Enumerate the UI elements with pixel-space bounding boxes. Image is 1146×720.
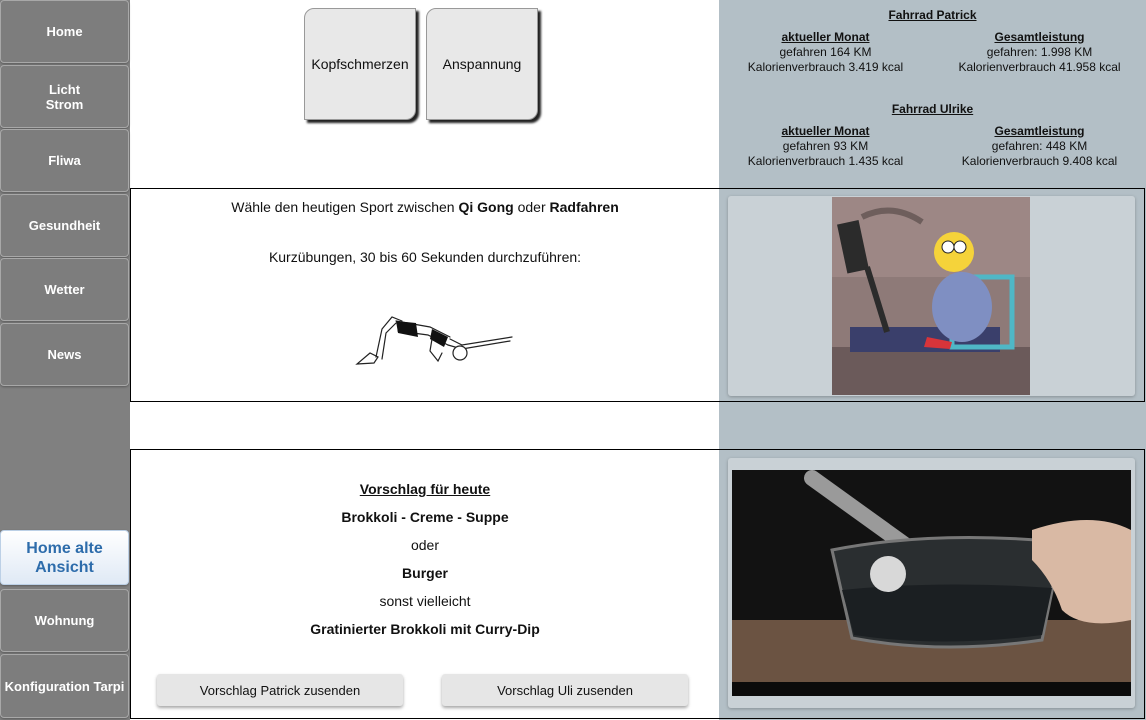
headache-label: Kopfschmerzen	[311, 56, 409, 72]
nav-licht-strom-button[interactable]	[0, 65, 129, 128]
sport-content	[131, 189, 719, 401]
sport-option-qigong: Qi Gong	[458, 199, 514, 215]
sport-intro	[131, 199, 719, 215]
food-else: sonst vielleicht	[379, 593, 471, 609]
nav-wetter-button[interactable]	[0, 258, 129, 321]
send-patrick-button[interactable]	[157, 674, 403, 706]
food-video-image	[732, 470, 1131, 696]
nav-home-button[interactable]	[0, 0, 129, 63]
food-or: oder	[410, 537, 440, 553]
sidebar	[0, 0, 130, 720]
bike-title-patrick: Fahrrad Patrick	[888, 8, 977, 22]
food-dish-2: Burger	[402, 565, 448, 581]
homer-bike-image	[832, 197, 1030, 395]
nav-konfiguration-button[interactable]	[0, 654, 129, 718]
bike-total-patrick	[933, 30, 1146, 75]
tension-button[interactable]	[426, 8, 538, 120]
nav-fliwa-button[interactable]	[0, 129, 129, 192]
sport-image-card	[728, 196, 1135, 396]
total-heading: Gesamtleistung	[994, 30, 1085, 44]
send-patrick-label: Vorschlag Patrick zusenden	[199, 682, 361, 698]
total-kcal: Kalorienverbrauch 41.958 kcal	[958, 60, 1121, 74]
sport-option-radfahren: Radfahren	[549, 199, 619, 215]
sport-intro-prefix: Wähle den heutigen Sport zwischen	[231, 199, 459, 215]
send-uli-label: Vorschlag Uli zusenden	[497, 682, 633, 698]
nav-fliwa-label: Fliwa	[48, 153, 81, 168]
exercise-text: Kurzübungen, 30 bis 60 Sekunden durchzuführen:	[268, 249, 582, 265]
nav-licht-strom-label: Licht Strom	[45, 81, 84, 112]
bike-title-ulrike: Fahrrad Ulrike	[891, 102, 974, 116]
bike-stats-patrick	[719, 8, 1146, 75]
nav-wohnung-label: Wohnung	[34, 613, 95, 628]
headache-button[interactable]	[304, 8, 416, 120]
exercise-illustration	[352, 309, 518, 369]
month-kcal: Kalorienverbrauch 1.435 kcal	[747, 154, 904, 168]
month-heading: aktueller Monat	[781, 124, 870, 138]
sport-connector: oder	[513, 199, 550, 215]
month-km: gefahren 164 KM	[779, 45, 872, 59]
food-heading: Vorschlag für heute	[359, 481, 491, 497]
total-heading: Gesamtleistung	[994, 124, 1085, 138]
month-km: gefahren 93 KM	[782, 139, 869, 153]
tension-label: Anspannung	[442, 56, 522, 72]
nav-gesundheit-button[interactable]	[0, 194, 129, 257]
bike-total-ulrike	[933, 124, 1146, 169]
nav-home-label: Home	[46, 24, 83, 39]
total-kcal: Kalorienverbrauch 9.408 kcal	[961, 154, 1118, 168]
food-image-card	[728, 458, 1135, 708]
nav-wohnung-button[interactable]	[0, 589, 129, 652]
send-uli-button[interactable]	[442, 674, 688, 706]
nav-gesundheit-label: Gesundheit	[28, 218, 101, 233]
month-heading: aktueller Monat	[781, 30, 870, 44]
nav-news-button[interactable]	[0, 323, 129, 386]
nav-home-alt-view-button[interactable]	[0, 530, 129, 585]
food-dish-3: Gratinierter Brokkoli mit Curry-Dip	[310, 621, 540, 637]
bike-month-patrick	[719, 30, 932, 75]
month-kcal: Kalorienverbrauch 3.419 kcal	[747, 60, 904, 74]
total-km: gefahren: 1.998 KM	[986, 45, 1093, 59]
nav-konfiguration-label: Konfiguration Tarpi	[4, 678, 125, 694]
food-dish-1: Brokkoli - Creme - Suppe	[341, 509, 509, 525]
total-km: gefahren: 448 KM	[991, 139, 1088, 153]
bike-stats-ulrike	[719, 102, 1146, 169]
nav-home-alt-view-label: Home alte Ansicht	[26, 539, 103, 576]
nav-wetter-label: Wetter	[44, 282, 85, 297]
nav-news-label: News	[47, 347, 82, 362]
bike-month-ulrike	[719, 124, 932, 169]
